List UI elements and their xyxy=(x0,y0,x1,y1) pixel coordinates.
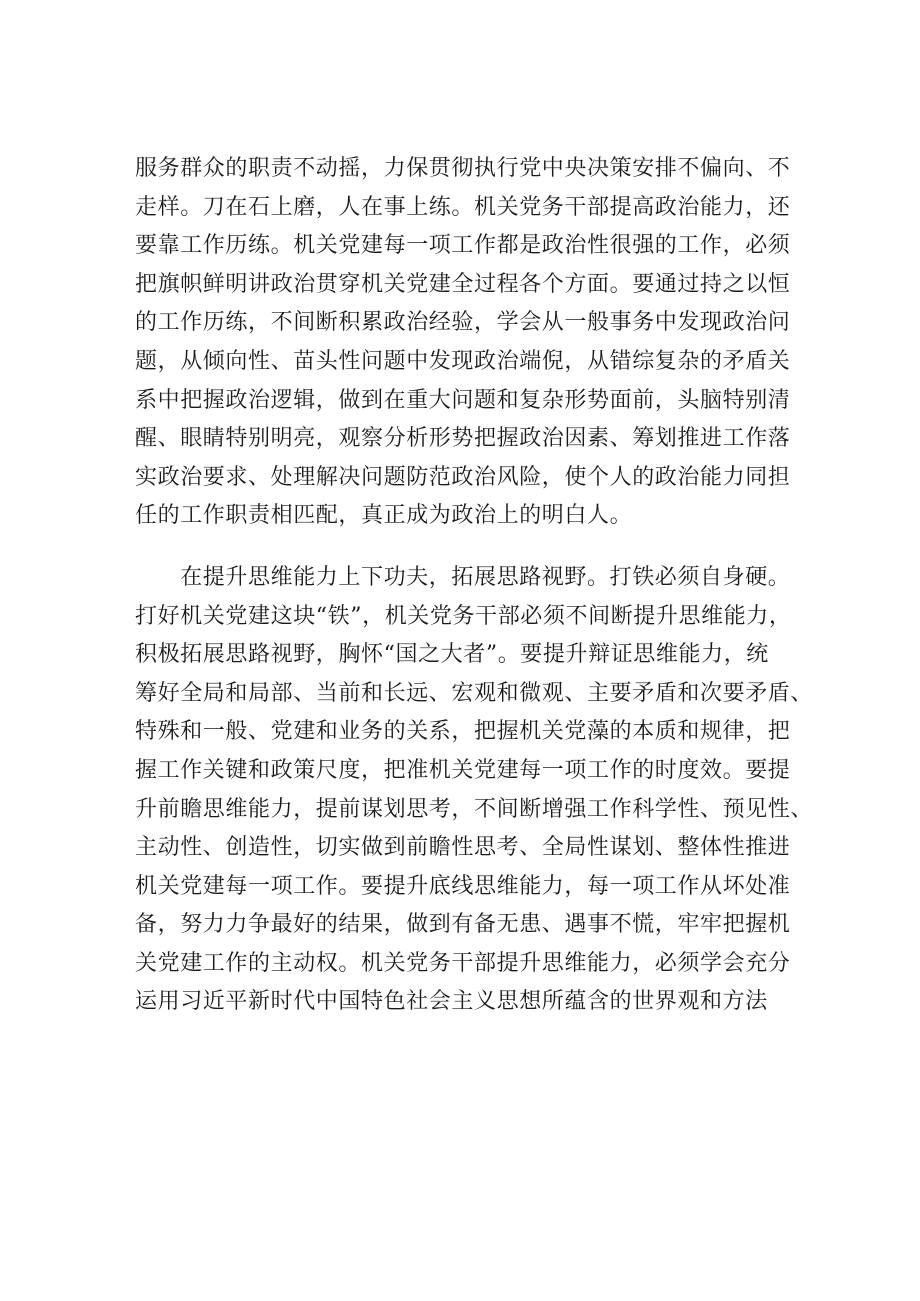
text-line: 备，努力力争最好的结果，做到有备无患、遇事不慌，牢牢把握机 xyxy=(135,912,791,938)
text-line: 任的工作职责相匹配，真正成为政治上的明白人。 xyxy=(135,503,633,529)
text-line: 机关党建每一项工作。要提升底线思维能力，每一项工作从坏处准 xyxy=(135,873,791,899)
text-line: 在提升思维能力上下功夫，拓展思路视野。打铁必须自身硬。 xyxy=(135,564,791,590)
document-body xyxy=(135,150,814,1022)
text-line: 特殊和一般、党建和业务的关系，把握机关党藻的本质和规律，把 xyxy=(135,719,791,745)
paragraph-political-ability xyxy=(135,150,795,536)
text-line: 握工作关键和政策尺度，把准机关党建每一项工作的时度效。要提 xyxy=(135,757,791,783)
text-line: 运用习近平新时代中国特色社会主义思想所蕴含的世界观和方法 xyxy=(135,989,768,1015)
text-line: 系中把握政治逻辑，做到在重大问题和复杂形势面前，头脑特别清 xyxy=(135,387,791,413)
text-line: 要靠工作历练。机关党建每一项工作都是政治性很强的工作，必须 xyxy=(135,233,791,259)
text-line: 升前瞻思维能力，提前谋划思考，不间断增强工作科学性、预见性、 xyxy=(135,796,814,822)
text-line: 走样。刀在石上磨，人在事上练。机关党务干部提高政治能力，还 xyxy=(135,194,791,220)
text-line: 把旗帜鲜明讲政治贯穿机关党建全过程各个方面。要通过持之以恒 xyxy=(135,271,791,297)
text-line: 的工作历练，不间断积累政治经验，学会从一般事务中发现政治问 xyxy=(135,310,791,336)
text-line: 实政治要求、处理解决问题防范政治风险，使个人的政治能力同担 xyxy=(135,464,791,490)
text-line: 关党建工作的主动权。机关党务干部提升思维能力，必须学会充分 xyxy=(135,950,791,976)
text-line: 服务群众的职责不动摇，力保贯彻执行党中央决策安排不偏向、不 xyxy=(135,156,791,181)
text-line: 积极拓展思路视野，胸怀“国之大者”。要提升辩证思维能力，统 xyxy=(135,642,769,668)
paragraph-spacer xyxy=(135,536,795,559)
text-line: 筹好全局和局部、当前和长远、宏观和微观、主要矛盾和次要矛盾、 xyxy=(135,680,814,706)
paragraph-thinking-ability xyxy=(135,559,814,1022)
text-line: 醒、眼睛特别明亮，观察分析形势把握政治因素、筹划推进工作落 xyxy=(135,426,791,452)
text-line: 主动性、创造性，切实做到前瞻性思考、全局性谋划、整体性推进 xyxy=(135,835,791,861)
text-line: 打好机关党建这块“铁”，机关党务干部必须不间断提升思维能力， xyxy=(135,603,792,629)
text-line: 题，从倾向性、苗头性问题中发现政治端倪，从错综复杂的矛盾关 xyxy=(135,348,791,374)
